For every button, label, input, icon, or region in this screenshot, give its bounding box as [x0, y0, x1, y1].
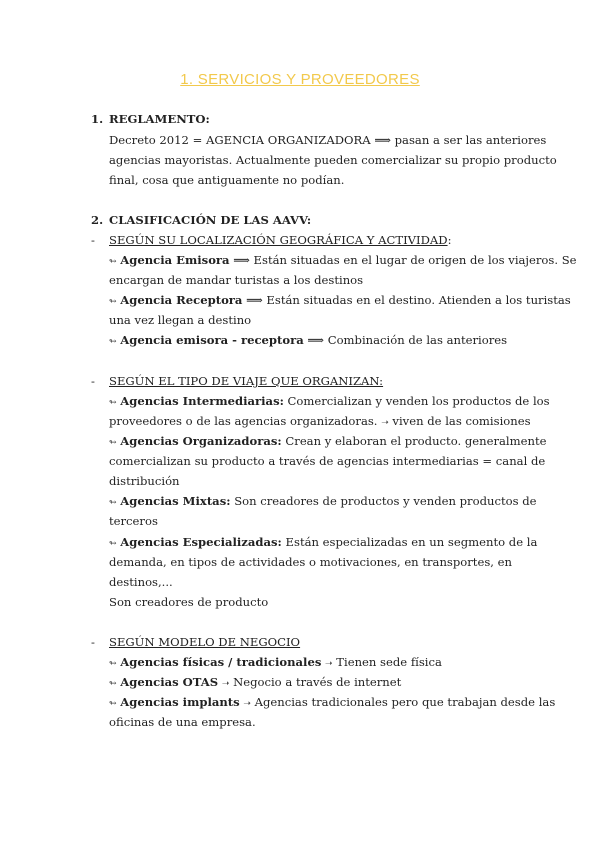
list-item-agencia-emisora: ↬ Agencia Emisora ⟹ Están situadas en el lugar de origen de los viajeros. Se	[109, 253, 577, 267]
list-item-especializadas: ↬ Agencias Especializadas: Están especializadas en un segmento de la	[109, 535, 538, 549]
list-item-note: Son creadores de producto	[109, 595, 269, 609]
section-1-number: 1.	[91, 112, 104, 126]
section-1-line-3: final, cosa que antiguamente no podían.	[109, 173, 345, 187]
list-item-mixtas: ↬ Agencias Mixtas: Son creadores de productos y venden productos de	[109, 494, 537, 508]
section-2-number: 2.	[91, 213, 104, 227]
dash-geo: -	[91, 233, 95, 247]
section-1-line-2: agencias mayoristas. Actualmente pueden comercializar su propio producto	[109, 153, 557, 167]
list-item-continuation: destinos,...	[109, 575, 173, 589]
list-item-continuation: comercializan su producto a través de agencias intermediarias = canal de	[109, 454, 546, 468]
list-item-continuation: oficinas de una empresa.	[109, 715, 256, 729]
list-item-continuation: una vez llegan a destino	[109, 313, 252, 327]
bullet-arrow-icon: ↬	[109, 659, 117, 669]
list-item-continuation: encargan de mandar turistas a los destinos	[109, 273, 364, 287]
arrow-icon: ➝	[221, 679, 230, 689]
list-item-agencia-emisora-receptora: ↬ Agencia emisora - receptora ⟹ Combinación de las anteriores	[109, 333, 508, 347]
section-1-heading: REGLAMENTO:	[109, 112, 210, 126]
list-item-continuation: demanda, en tipos de actividades o motivaciones, en transportes, en	[109, 555, 512, 569]
bullet-arrow-icon: ↬	[109, 539, 117, 549]
list-item-continuation: distribución	[109, 474, 180, 488]
list-item-fisicas: ↬ Agencias físicas / tradicionales ➝ Tienen sede física	[109, 655, 442, 669]
bullet-arrow-icon: ↬	[109, 498, 117, 508]
list-item-otas: ↬ Agencias OTAS ➝ Negocio a través de internet	[109, 675, 402, 689]
bullet-arrow-icon: ↬	[109, 438, 117, 448]
list-item-organizadoras: ↬ Agencias Organizadoras: Crean y elaboran el producto. generalmente	[109, 434, 547, 448]
arrow-icon: ➝	[325, 659, 333, 669]
list-item-continuation: terceros	[109, 514, 158, 528]
page-title: 1. SERVICIOS Y PROVEEDORES	[180, 71, 420, 88]
list-item-implants: ↬ Agencias implants ➝ Agencias tradicionales pero que trabajan desde las	[109, 695, 556, 709]
list-item-agencia-receptora: ↬ Agencia Receptora ⟹ Están situadas en el destino. Atienden a los turistas	[109, 293, 571, 307]
section-2-heading: CLASIFICACIÓN DE LAS AAVV:	[109, 213, 312, 227]
list-item-continuation: proveedores o de las agencias organizadoras. ➝ viven de las comisiones	[109, 414, 531, 428]
dash-modelo: -	[91, 635, 95, 649]
bullet-arrow-icon: ↬	[109, 297, 117, 307]
bullet-arrow-icon: ↬	[109, 699, 117, 709]
arrow-icon: ➝	[381, 418, 389, 428]
dash-viaje: -	[91, 374, 95, 388]
subheading-modelo: SEGÚN MODELO DE NEGOCIO	[109, 635, 301, 649]
list-item-intermediarias: ↬ Agencias Intermediarias: Comercializan y venden los productos de los	[109, 394, 550, 408]
bullet-arrow-icon: ↬	[109, 257, 117, 267]
subheading-viaje: SEGÚN EL TIPO DE VIAJE QUE ORGANIZAN:	[109, 374, 384, 388]
bullet-arrow-icon: ↬	[109, 337, 117, 347]
section-1-line-1: Decreto 2012 = AGENCIA ORGANIZADORA ⟹ pasan a ser las anteriores	[109, 133, 547, 147]
subheading-geo: SEGÚN SU LOCALIZACIÓN GEOGRÁFICA Y ACTIVIDAD:	[109, 233, 452, 247]
bullet-arrow-icon: ↬	[109, 398, 117, 408]
bullet-arrow-icon: ↬	[109, 679, 117, 689]
arrow-icon: ➝	[243, 699, 251, 709]
